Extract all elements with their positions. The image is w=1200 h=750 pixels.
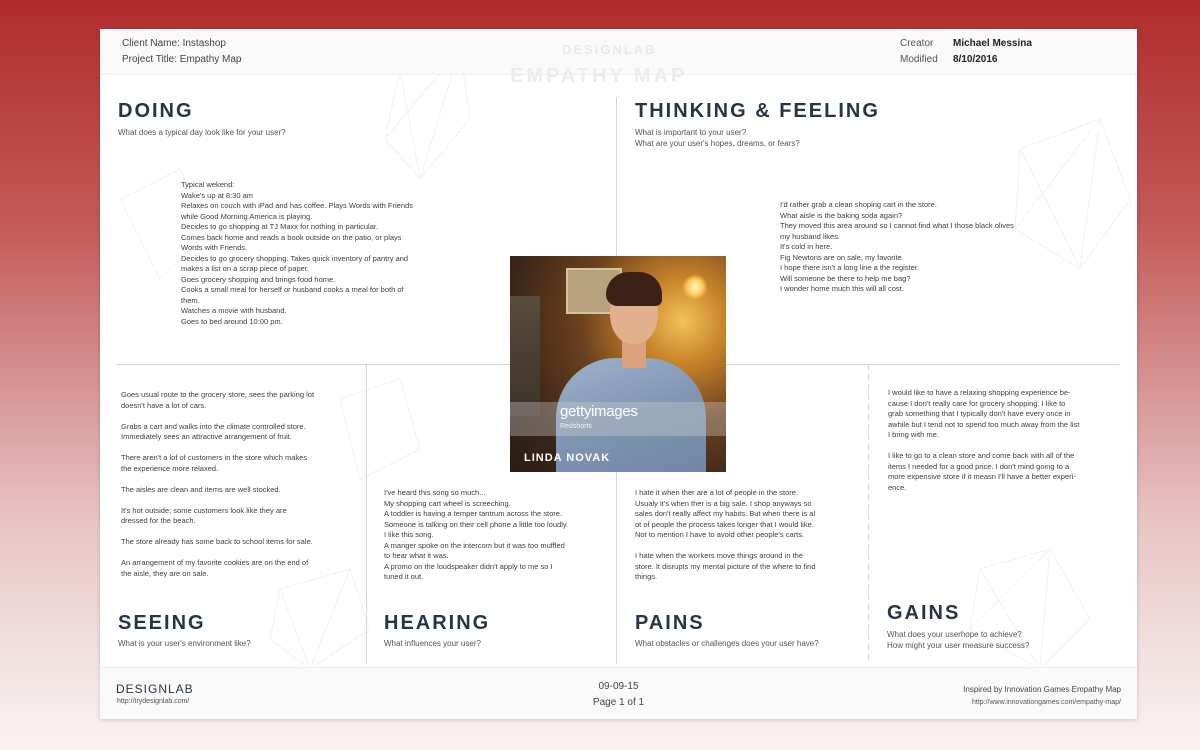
footer-brand-url[interactable]: http://trydesignlab.com/ <box>117 698 190 705</box>
gains-line: I would like to have a relaxing shopping experience be- <box>888 388 1071 397</box>
pains-line: Usualy it's when ther is a big sale. I shop anyways so <box>635 498 812 508</box>
pains-line: store. It disrupts my mental picture of the where to find <box>635 561 816 571</box>
thinking-line: Fig Newtons are on sale, my favorite. <box>780 252 904 262</box>
thinking-line: It's cold in here. <box>780 242 833 251</box>
seeing-line: There aren't a lof of customers in the store which makes <box>121 453 308 462</box>
seeing-title: SEEING <box>118 612 206 634</box>
seeing-line: The store already has some back to school items for sale. <box>121 537 313 546</box>
hearing-line: tuned it out. <box>384 572 424 581</box>
gains-line: awhile but I tend not to spend too much away from the list <box>888 419 1080 429</box>
doing-line: them. <box>181 295 200 305</box>
photo-credit: Redshorts <box>560 423 592 430</box>
getty-watermark: gettyimages <box>560 403 638 420</box>
hearing-subtitle: What influences your user? <box>384 639 481 648</box>
doing-line: while Good Morning America is playing. <box>181 211 313 221</box>
pains-line: I hate it when ther are a lot of people in the store. <box>635 488 799 497</box>
pains-title: PAINS <box>635 612 705 634</box>
doing-line: Cooks a small meal for herself or husband cooks a meal for both of <box>181 285 404 294</box>
persona-name: LINDA NOVAK <box>524 452 611 464</box>
modified-label: Modified <box>900 54 938 65</box>
hearing-line: to hear what it was. <box>384 551 449 560</box>
gains-line: items I needed for a good price. I don't mind going to a <box>888 461 1070 471</box>
empathy-map-sheet <box>100 29 1137 719</box>
doing-line: Relaxes on couch with iPad and has coffee. Plays Words with Friends <box>181 201 413 210</box>
creator-value: Michael Messina <box>953 38 1032 49</box>
gains-notes <box>888 388 1128 493</box>
pains-line: ot of people the process takes longer that I would like. <box>635 519 814 529</box>
thinking-line: Will someone be there to help me bag? <box>780 273 911 283</box>
doing-title: DOING <box>118 100 194 122</box>
seeing-line: Goes usual route to the grocery store, sees the parking lot <box>121 390 315 399</box>
seeing-line: the experience more relaxed. <box>121 463 219 473</box>
thinking-line: I'd rather grab a clean shoping cart in the store. <box>780 200 937 209</box>
footer-page-number: Page 1 of 1 <box>592 697 645 708</box>
thinking-line: They moved this area around so I cannot find what I those black olives <box>780 221 1014 230</box>
pains-line: sales don't really affect my habits. But when there is al <box>635 509 816 518</box>
gains-line: ence. <box>888 482 907 492</box>
seeing-notes <box>121 390 361 579</box>
hearing-line: A manger spoke on the intercom but it was too muffled <box>384 540 565 550</box>
doing-line: Words with Friends. <box>181 243 248 252</box>
doing-line: Comes back home and reads a book outside on the patio, or plays <box>181 232 402 242</box>
pains-line: things. <box>635 572 658 581</box>
thinking-subtitle: What is important to your user? What are your user's hopes, dreams, or fears? <box>635 128 800 148</box>
brand-watermark: DESIGNLAB <box>562 42 657 57</box>
gains-line: I bring with me. <box>888 430 939 439</box>
thinking-line: I wonder home much this will all cost. <box>780 284 904 293</box>
thinking-notes <box>780 200 1080 295</box>
divider-bottom-left <box>366 364 367 664</box>
seeing-line: dressed for the beach. <box>121 516 196 525</box>
hearing-notes <box>384 488 609 583</box>
footer-brand: DESIGNLAB <box>116 682 194 696</box>
pains-line: Not to mention I have to avoid other people's carts. <box>635 530 805 539</box>
creator-label: Creator <box>900 38 934 49</box>
hearing-line: I like this song. <box>384 530 434 539</box>
footer-date: 09-09-15 <box>598 681 639 692</box>
seeing-line: Immediately sees an attractive arrangement of fruit. <box>121 432 292 441</box>
divider-bottom-right <box>868 364 869 664</box>
seeing-subtitle: What is your user's environment like? <box>118 639 251 648</box>
footer-inspired-url[interactable]: http://www.innovationgames.com/empathy-map/ <box>971 699 1121 706</box>
gains-line: grab something that I typically don't have every once in <box>888 409 1071 418</box>
hearing-line: A toddler is having a temper tantrum across the store. <box>384 509 563 518</box>
footer-inspired: Inspired by Innovation Games Empathy Map <box>963 685 1121 694</box>
pains-line: I hate when the workers move things around in the <box>635 551 804 560</box>
persona-photo <box>510 256 726 472</box>
hearing-line: A promo on the loudspeaker didn't apply to me so I <box>384 561 553 571</box>
doing-line: Decides to go shopping at TJ Maxx for nothing in particular. <box>181 222 379 231</box>
hearing-line: Someone is talking on their cell phone a little too loudly. <box>384 519 569 529</box>
gains-line: I like to go to a clean store and come back with all of the <box>888 451 1075 460</box>
gains-line: cause I don't really care for grocery shopping. I like to <box>888 398 1066 408</box>
doing-notes <box>181 180 471 327</box>
pains-notes <box>635 488 860 583</box>
doing-line: makes a list on a scrap piece of paper. <box>181 264 309 273</box>
thinking-line: my husband likes. <box>780 231 841 241</box>
seeing-line: doesn't have a lot of cars. <box>121 400 207 410</box>
hearing-line: My shopping cart wheel is screeching. <box>384 498 511 508</box>
seeing-line: An arrangement of my favorite cookies are on the end of <box>121 558 309 567</box>
project-title: Project Title: Empathy Map <box>122 54 242 65</box>
modified-value: 8/10/2016 <box>953 54 998 65</box>
seeing-line: It's hot outside; some customers look like they are <box>121 505 287 515</box>
doing-line: Watches a movie with husband. <box>181 306 287 315</box>
pains-subtitle: What obstacles or challenges does your user have? <box>635 639 819 648</box>
gains-subtitle: What does your userhope to achieve? How might your user measure success? <box>887 630 1030 650</box>
doing-line: Goes grocery shopping and brings food home. <box>181 274 336 284</box>
thinking-line: What aisle is the baking soda again? <box>780 210 903 220</box>
hearing-title: HEARING <box>384 612 491 634</box>
thinking-title: THINKING & FEELING <box>635 100 880 122</box>
seeing-line: Grabs a cart and walks into the climate controlled store. <box>121 421 306 431</box>
thinking-line: I hope there isn't a long line a the register. <box>780 263 920 272</box>
seeing-line: the aisle, they are on sale. <box>121 568 209 578</box>
map-title-watermark: EMPATHY MAP <box>510 65 688 87</box>
doing-line: Decides to go grocery shopping. Takes quick inventory of pantry and <box>181 253 409 263</box>
gains-line: more expensive store if it measn I'll have a better experi- <box>888 472 1076 481</box>
doing-subtitle: What does a typical day look like for your user? <box>118 128 286 137</box>
doing-line: Typical wekend: <box>181 180 235 189</box>
doing-line: Goes to bed around 10:00 pm. <box>181 316 283 326</box>
client-name: Client Name: Instashop <box>122 38 226 49</box>
doing-line: Wake's up at 8:30 am <box>181 190 254 200</box>
gains-title: GAINS <box>887 602 961 624</box>
seeing-line: The aisles are clean and items are well stocked. <box>121 484 281 494</box>
hearing-line: I've heard this song so much... <box>384 488 486 497</box>
